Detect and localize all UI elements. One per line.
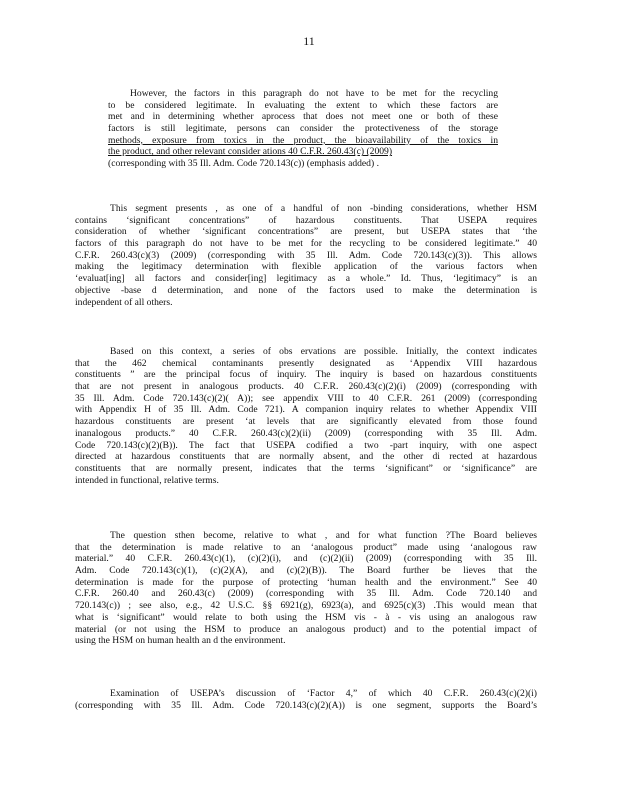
- paragraph-line: hazardous constituents are present ‘at levels that are significantly elevated from those found: [75, 416, 537, 428]
- paragraph-line: material.” 40 C.F.R. 260.43(c)(1), (c)(2)(i), and (c)(2)(ii) (2009) (corresponding with 35 Ill.: [75, 553, 537, 565]
- paragraph-line: intended in functional, relative terms.: [75, 474, 219, 486]
- quote-line: methods, exposure from toxics in the product, the bioavailability of the toxics in: [108, 134, 498, 146]
- paragraph: [75, 688, 537, 711]
- quote-line: However, the factors in this paragraph do not have to be met for the recycling: [130, 88, 498, 99]
- paragraph-line: with Appendix H of 35 Ill. Adm. Code 721). A companion inquiry relates to whether Appendix VIII: [75, 404, 537, 416]
- paragraph-line: contains ‘significant concentrations” of hazardous constituents. That USEPA requires: [75, 214, 537, 226]
- paragraph: [75, 203, 537, 308]
- paragraph-line: ‘evaluat[ing] all factors and consider[ing] legitimacy as a whole.” Id. Thus, ‘legitimacy” is an: [75, 273, 537, 285]
- paragraph-line: inanalogous products.” 40 C.F.R. 260.43(c)(2)(ii) (2009) (corresponding with 35 Ill. Adm.: [75, 427, 537, 439]
- paragraph-line: This segment presents , as one of a handful of non -binding considerations, whether HSM: [110, 203, 537, 214]
- paragraph-line: material (or not using the HSM to produce an analogous product) and to the potential impact of: [75, 623, 537, 635]
- paragraph-line: 720.143(c)) ; see also, e.g., 42 U.S.C. §§ 6921(g), 6923(a), and 6925(c)(3) .This would mean that: [75, 600, 537, 612]
- quote-line: factors is still legitimate, persons can consider the protectiveness of the storage: [108, 123, 498, 135]
- paragraph-line: that are not present in analogous products. 40 C.F.R. 260.43(c)(2)(i) (2009) (corresponding with: [75, 381, 537, 393]
- paragraph-line: Adm. Code 720.143(c)(1), (c)(2)(A), and (c)(2)(B)). The Board further be lieves that the: [75, 565, 537, 577]
- paragraph-line: 35 Ill. Adm. Code 720.143(c)(2)( A)); see appendix VIII to 40 C.F.R. 261 (2009) (corresponding: [75, 392, 537, 404]
- quote-line: met and in determining whether aprocess that does not meet one or both of these: [108, 111, 498, 123]
- paragraph-line: Examination of USEPA’s discussion of ‘Factor 4,” of which 40 C.F.R. 260.43(c)(2)(i): [110, 688, 537, 699]
- paragraph-line: that the 462 chemical contaminants presently designated as ‘Appendix VIII hazardous: [75, 357, 537, 369]
- block-quote: [108, 88, 498, 170]
- paragraph-line: independent of all others.: [75, 296, 173, 308]
- quote-line: the product, and other relevant consider ations 40 C.F.R. 260.43(c) (2009): [108, 146, 393, 158]
- paragraph: [75, 530, 537, 647]
- paragraph-line: objective -base d determination, and none of the factors used to make the determination is: [75, 284, 537, 296]
- paragraph-line: consideration of whether ‘significant concentrations” are present, but USEPA states that ‘the: [75, 226, 537, 238]
- paragraph: [75, 346, 537, 486]
- paragraph-line: constituents ” are the principal focus of inquiry. The inquiry is based on hazardous constituents: [75, 369, 537, 381]
- paragraph-line: C.F.R. 260.40 and 260.43(c) (2009) (corresponding with 35 Ill. Adm. Code 720.140 and: [75, 588, 537, 600]
- paragraph-line: C.F.R. 260.43(c)(3) (2009) (corresponding with 35 Ill. Adm. Code 720.143(c)(3)). This allows: [75, 249, 537, 261]
- paragraph-line: making the legitimacy determination with flexible application of the various factors when: [75, 261, 537, 273]
- paragraph-line: what is ‘significant” would relate to both using the HSM vis - à - vis using an analogous raw: [75, 611, 537, 623]
- quote-line: to be considered legitimate. In evaluating the extent to which these factors are: [108, 99, 498, 111]
- paragraph-line: (corresponding with 35 Ill. Adm. Code 720.143(c)(2)(A)) is one segment, supports the Board’s: [75, 699, 537, 711]
- paragraph-line: Based on this context, a series of obs ervations are possible. Initially, the context indicates: [110, 346, 537, 357]
- page-number: 11: [303, 34, 315, 48]
- paragraph-line: Code 720.143(c)(2)(B)). The fact that USEPA codified a two -part inquiry, with one aspect: [75, 439, 537, 451]
- paragraph-line: using the HSM on human health an d the environment.: [75, 635, 286, 647]
- paragraph-line: that the determination is made relative to an ‘analogous product” made using ‘analogous raw: [75, 541, 537, 553]
- paragraph-line: The question sthen become, relative to what , and for what function ?The Board believes: [110, 530, 537, 541]
- quote-line: (corresponding with 35 Ill. Adm. Code 720.143(c)) (emphasis added) .: [108, 158, 379, 170]
- paragraph-line: factors of this paragraph do not have to be met for the recycling to be considered legitimate.” 40: [75, 238, 537, 250]
- paragraph-line: constituents that are normally present, indicates that the terms ‘significant” or ‘significance” are: [75, 462, 537, 474]
- paragraph-line: directed at hazardous constituents that are normally absent, and the other di rected at hazardous: [75, 451, 537, 463]
- paragraph-line: determination is made for the purpose of protecting ‘human health and the environment.” See 40: [75, 576, 537, 588]
